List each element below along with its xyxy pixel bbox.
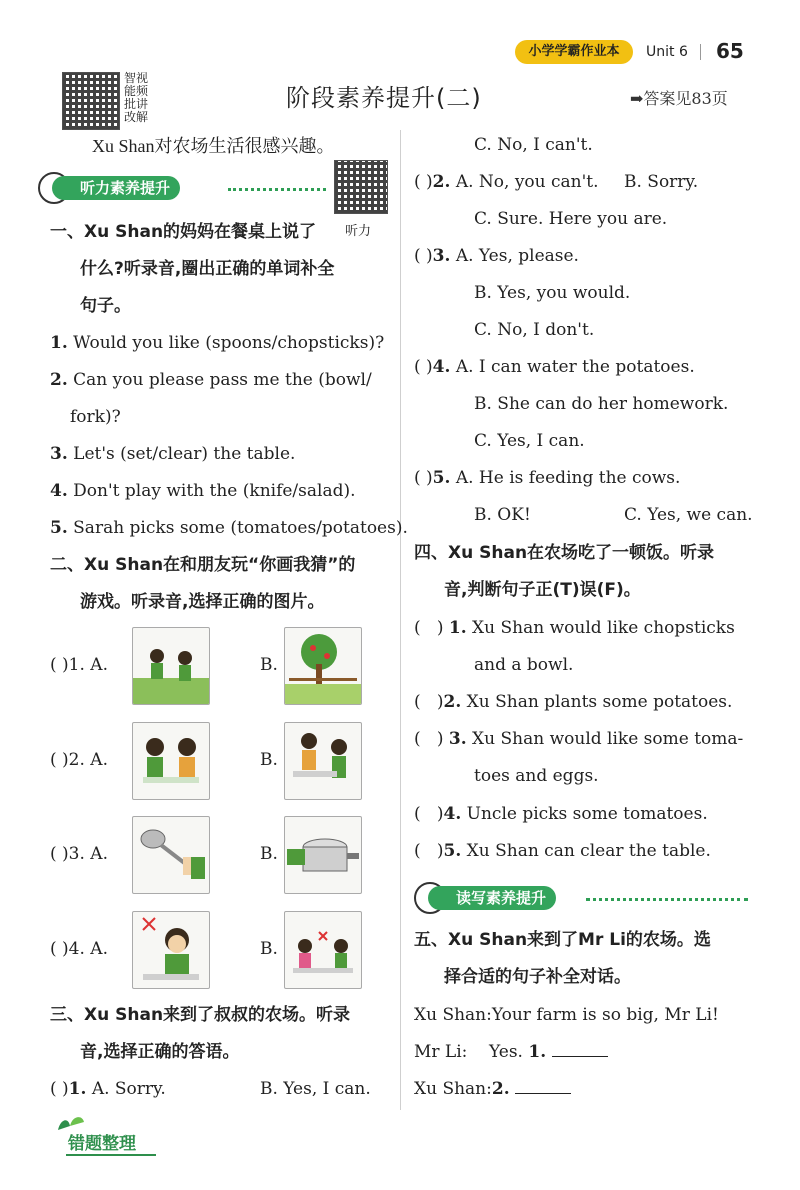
column-divider [400, 130, 401, 1110]
answer-paren[interactable]: ( ) [414, 357, 433, 377]
qr-code-icon[interactable] [62, 72, 120, 130]
part3-q4-c: C. Yes, I can. [474, 431, 585, 451]
part2-item-b: B. [260, 939, 278, 959]
part2-instruction: 游戏。听录音,选择正确的图片。 [80, 592, 325, 612]
dialog-speaker: Mr Li: [414, 1042, 468, 1062]
item-number: 4. [432, 357, 451, 377]
picture-option-a[interactable] [132, 627, 210, 705]
qr-caption-line: 批讲 [124, 97, 149, 111]
part3-q1-c: C. No, I can't. [474, 135, 593, 155]
option-a: A. He is feeding the cows. [455, 468, 681, 488]
answer-paren[interactable]: ( ) [414, 246, 433, 266]
part3-q3 [414, 238, 579, 275]
dialog-speaker: Xu Shan: [414, 1079, 492, 1099]
item-text: Would you like (spoons/chopsticks)? [73, 333, 385, 353]
header-divider [700, 44, 701, 60]
item-number: 1. [448, 618, 467, 638]
page-number: 65 [716, 39, 744, 63]
part5-instruction: 择合适的句子补全对话。 [444, 967, 631, 987]
item-text: Xu Shan would like chopsticks [472, 618, 735, 638]
answer-paren[interactable]: ( ) [414, 729, 444, 749]
listen-qr-code-icon[interactable] [334, 160, 388, 214]
item-number: 1. [50, 333, 68, 353]
dialog-line [414, 1034, 608, 1071]
item-text: Don't play with the (knife/salad). [73, 481, 356, 501]
dialog-text: Your farm is so big, Mr Li! [491, 1005, 719, 1025]
picture-option-b[interactable] [284, 627, 362, 705]
part4-item [414, 833, 711, 870]
picture-option-b[interactable] [284, 816, 362, 894]
option-a: A. Sorry. [91, 1079, 166, 1099]
picture-option-a[interactable] [132, 722, 210, 800]
part3-instruction: 音,选择正确的答语。 [80, 1042, 240, 1062]
part3-q3-b: B. Yes, you would. [474, 283, 631, 303]
brand-badge: 小学学霸作业本 [515, 40, 633, 64]
part2-item-b: B. [260, 844, 278, 864]
part4-item-continued: toes and eggs. [474, 766, 599, 786]
option-a: A. I can water the potatoes. [455, 357, 695, 377]
part2-item-label: ( )4. A. [50, 939, 108, 959]
item-number: 3. [432, 246, 451, 266]
part1-item [50, 362, 372, 399]
part4-item [414, 796, 708, 833]
reading-section-title: 读写素养提升 [428, 886, 556, 910]
part3-q4-b: B. She can do her homework. [474, 394, 729, 414]
part3-q5-c: C. Yes, we can. [624, 505, 753, 525]
answer-paren[interactable]: ( ) [414, 841, 444, 861]
part1-item-continued: fork)? [70, 407, 121, 427]
part1-item [50, 436, 295, 473]
part5-instruction: 五、Xu Shan来到了Mr Li的农场。选 [414, 930, 711, 950]
part2-item-label: ( )3. A. [50, 844, 108, 864]
dialog-speaker: Xu Shan: [414, 1005, 492, 1025]
item-number: 2. [50, 370, 68, 390]
item-text: Let's (set/clear) the table. [73, 444, 296, 464]
answer-paren[interactable]: ( ) [414, 172, 433, 192]
listen-caption: 听力 [345, 224, 372, 239]
item-number: 2. [432, 172, 451, 192]
item-text: Can you please pass me the (bowl/ [73, 370, 372, 390]
item-number: 4. [50, 481, 68, 501]
item-number: 5. [50, 518, 68, 538]
item-text: Uncle picks some tomatoes. [466, 804, 708, 824]
section-dots [228, 188, 326, 191]
answer-paren[interactable]: ( ) [414, 804, 444, 824]
picture-option-b[interactable] [284, 722, 362, 800]
intro-text: Xu Shan对农场生活很感兴趣。 [92, 136, 335, 156]
listening-section-title: 听力素养提升 [52, 176, 180, 200]
part4-item-continued: and a bowl. [474, 655, 574, 675]
answer-blank[interactable] [515, 1077, 571, 1094]
item-number: 3. [50, 444, 68, 464]
answer-paren[interactable]: ( ) [414, 618, 444, 638]
unit-label: Unit 6 [646, 44, 688, 60]
qr-caption-line: 改解 [124, 110, 149, 124]
item-number: 3. [448, 729, 467, 749]
part1-item [50, 510, 408, 547]
qr-caption-line: 能频 [124, 84, 149, 98]
item-text: Xu Shan can clear the table. [466, 841, 711, 861]
part3-q3-c: C. No, I don't. [474, 320, 595, 340]
qr-caption [124, 72, 150, 124]
section-dots [586, 898, 748, 901]
part1-instruction: 句子。 [80, 296, 131, 316]
item-number: 1. [68, 1079, 87, 1099]
part2-item-label: ( )1. A. [50, 655, 108, 675]
item-number: 4. [443, 804, 462, 824]
blank-number: 1. [528, 1042, 547, 1062]
part4-item [414, 610, 735, 647]
part1-item [50, 325, 384, 362]
part3-q4 [414, 349, 695, 386]
part1-item [50, 473, 356, 510]
part4-item [414, 721, 743, 758]
part3-q2 [414, 164, 599, 201]
part2-item-label: ( )2. A. [50, 750, 108, 770]
blank-number: 2. [491, 1079, 510, 1099]
answer-paren[interactable]: ( ) [414, 692, 444, 712]
answer-reference: ➡答案见83页 [630, 89, 728, 108]
part3-q1 [50, 1071, 166, 1108]
part3-instruction: 三、Xu Shan来到了叔叔的农场。听录 [50, 1005, 351, 1025]
part3-q5-b: B. OK! [474, 505, 531, 525]
item-number: 5. [443, 841, 462, 861]
part1-instruction: 什么?听录音,圈出正确的单词补全 [80, 259, 335, 279]
answer-blank[interactable] [552, 1040, 608, 1057]
part3-q1-b: B. Yes, I can. [260, 1079, 371, 1099]
item-number: 2. [443, 692, 462, 712]
option-a: A. Yes, please. [455, 246, 579, 266]
part3-q2-b: B. Sorry. [624, 172, 699, 192]
answer-paren[interactable]: ( ) [414, 468, 433, 488]
part2-item-b: B. [260, 750, 278, 770]
part1-instruction: 一、Xu Shan的妈妈在餐桌上说了 [50, 222, 317, 242]
picture-option-b[interactable] [284, 911, 362, 989]
page-title: 阶段素养提升(二) [286, 84, 482, 112]
picture-option-a[interactable] [132, 911, 210, 989]
part3-q2-c: C. Sure. Here you are. [474, 209, 668, 229]
part4-instruction: 音,判断句子正(T)误(F)。 [444, 580, 641, 600]
item-number: 5. [432, 468, 451, 488]
answer-paren[interactable]: ( ) [50, 1079, 69, 1099]
option-a: A. No, you can't. [455, 172, 599, 192]
item-text: Xu Shan plants some potatoes. [466, 692, 733, 712]
part3-q5 [414, 460, 680, 497]
dialog-text: Yes. [489, 1042, 523, 1062]
part2-instruction: 二、Xu Shan在和朋友玩“你画我猜”的 [50, 555, 356, 575]
part4-item [414, 684, 732, 721]
mistake-notes-label: 错题整理 [68, 1134, 136, 1154]
qr-caption-line: 智视 [124, 71, 149, 85]
part2-item-b: B. [260, 655, 278, 675]
part4-instruction: 四、Xu Shan在农场吃了一顿饭。听录 [414, 543, 715, 563]
dialog-line [414, 1071, 571, 1108]
item-text: Sarah picks some (tomatoes/potatoes). [73, 518, 408, 538]
item-text: Xu Shan would like some toma- [472, 729, 744, 749]
picture-option-a[interactable] [132, 816, 210, 894]
footer-underline [66, 1154, 156, 1156]
dialog-line [414, 997, 719, 1034]
